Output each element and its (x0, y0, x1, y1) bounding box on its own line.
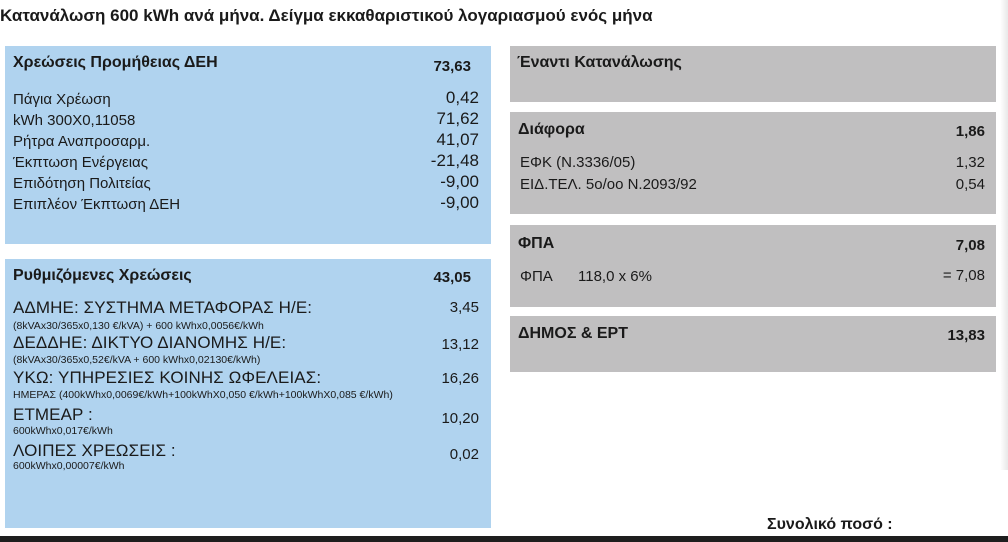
supply-item-label: Επιπλέον Έκπτωση ΔΕΗ (13, 196, 181, 213)
regulated-item-detail: 600kWhx0,017€/kWh (13, 425, 113, 437)
vat-line-label: ΦΠΑ (520, 268, 553, 285)
vat-line-value: = 7,08 (942, 267, 985, 284)
supply-item-label: Επιδότηση Πολιτείας (13, 175, 151, 192)
municipal-panel (510, 316, 996, 372)
supply-item-value: 71,62 (436, 109, 479, 128)
total-label: Συνολικό ποσό : (767, 516, 893, 533)
regulated-item-detail: (8kVAx30/365x0,130 €/kVA) + 600 kWhx0,0056€/kWh (13, 320, 264, 332)
regulated-item-detail: (8kVAx30/365x0,52€/kVA + 600 kWhx0,02130€/kWh) (13, 354, 261, 366)
supply-item-label: kWh 300X0,11058 (13, 112, 136, 129)
consumption-heading: Έναντι Κατανάλωσης (517, 54, 682, 71)
supply-item-value: -21,48 (430, 151, 479, 170)
regulated-item-value: 10,20 (441, 410, 479, 427)
misc-item-value: 1,32 (955, 154, 985, 171)
supply-item-value: 0,42 (445, 88, 479, 107)
vat-total: 7,08 (955, 237, 985, 254)
document-title: Κατανάλωση 600 kWh ανά μήνα. Δείγμα εκκαθαριστικού λογαριασμού ενός μήνα (0, 6, 653, 25)
regulated-item-value: 3,45 (449, 299, 479, 316)
regulated-item-value: 0,02 (449, 446, 479, 463)
supply-total: 73,63 (433, 58, 471, 75)
misc-panel (510, 112, 996, 214)
regulated-item-label: ΔΕΔΔΗΕ: ΔΙΚΤΥΟ ΔΙΑΝΟΜΗΣ Η/Ε: (13, 333, 287, 352)
vat-line-calc: 118,0 x 6% (578, 268, 652, 285)
supply-item-value: -9,00 (440, 193, 479, 212)
regulated-item-label: ΑΔΜΗΕ: ΣΥΣΤΗΜΑ ΜΕΤΑΦΟΡΑΣ Η/Ε: (13, 298, 313, 317)
regulated-item-value: 13,12 (441, 336, 479, 353)
supply-item-value: 41,07 (436, 130, 479, 149)
regulated-item-label: ΕΤΜΕΑΡ : (13, 405, 93, 424)
supply-heading: Χρεώσεις Προμήθειας ΔΕΗ (13, 54, 218, 71)
misc-item-label: ΕΙΔ.ΤΕΛ. 5ο/οο Ν.2093/92 (520, 176, 697, 193)
misc-item-value: 0,54 (955, 176, 985, 193)
municipal-heading: ΔΗΜΟΣ & ΕΡΤ (518, 325, 628, 342)
supply-item-label: Έκπτωση Ενέργειας (13, 154, 148, 171)
regulated-item-label: ΥΚΩ: ΥΠΗΡΕΣΙΕΣ ΚΟΙΝΗΣ ΩΦΕΛΕΙΑΣ: (13, 368, 322, 387)
municipal-total: 13,83 (947, 327, 985, 344)
regulated-item-label: ΛΟΙΠΕΣ ΧΡΕΩΣΕΙΣ : (13, 441, 176, 460)
regulated-item-detail: ΗΜΕΡΑΣ (400kWhx0,0069€/kWh+100kWhX0,050 €/kWh+100kWhX0,085 €/kWh) (13, 389, 393, 401)
supply-item-label: Πάγια Χρέωση (13, 91, 111, 108)
supply-item-label: Ρήτρα Αναπροσαρμ. (13, 133, 151, 150)
bottom-bar (0, 536, 1008, 542)
misc-heading: Διάφορα (518, 121, 585, 138)
vat-panel (510, 225, 996, 307)
regulated-heading: Ρυθμιζόμενες Χρεώσεις (13, 267, 192, 284)
consumption-panel (510, 46, 996, 102)
misc-total: 1,86 (955, 123, 985, 140)
regulated-item-detail: 600kWhx0,00007€/kWh (13, 460, 125, 472)
supply-item-value: -9,00 (440, 172, 479, 191)
regulated-item-value: 16,26 (441, 370, 479, 387)
regulated-total: 43,05 (433, 269, 471, 286)
misc-item-label: ΕΦΚ (Ν.3336/05) (520, 154, 636, 171)
supply-charges-panel (5, 46, 491, 244)
vat-heading: ΦΠΑ (518, 235, 555, 252)
scroll-edge (1000, 0, 1008, 470)
regulated-charges-panel (5, 259, 491, 528)
